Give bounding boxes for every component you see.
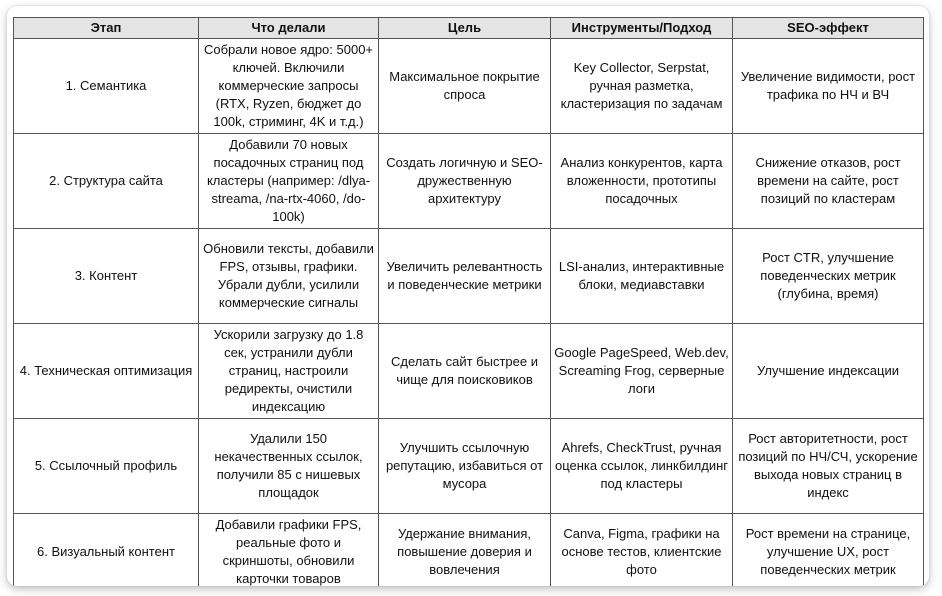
cell-tools: Ahrefs, CheckTrust, ручная оценка ссылок, линкбилдинг под кластеры [551,419,733,514]
cell-done: Добавили 70 новых посадочных страниц под кластеры (например: /dlya-streama, /na-rtx-4060, /do-100k) [199,134,379,229]
cell-tools: Canva, Figma, графики на основе тестов, клиентские фото [551,514,733,587]
cell-tools: Key Collector, Serpstat, ручная разметка, кластеризация по задачам [551,39,733,134]
cell-effect: Увеличение видимости, рост трафика по НЧ и ВЧ [733,39,924,134]
cell-done: Добавили графики FPS, реальные фото и скриншоты, обновили карточки товаров [199,514,379,587]
cell-stage: 6. Визуальный контент [14,514,199,587]
cell-stage: 2. Структура сайта [14,134,199,229]
header-effect: SEO-эффект [733,18,924,39]
cell-goal: Максимальное покрытие спроса [379,39,551,134]
table-row [14,229,924,324]
cell-tools: Анализ конкурентов, карта вложенности, прототипы посадочных [551,134,733,229]
table-row [14,134,924,229]
cell-goal: Увеличить релевантность и поведенческие метрики [379,229,551,324]
header-done: Что делали [199,18,379,39]
cell-stage: 1. Семантика [14,39,199,134]
cell-goal: Улучшить ссылочную репутацию, избавиться от мусора [379,419,551,514]
table-row [14,514,924,587]
table-row [14,324,924,419]
header-tools: Инструменты/Подход [551,18,733,39]
table-row [14,39,924,134]
cell-tools: Google PageSpeed, Web.dev, Screaming Frog, серверные логи [551,324,733,419]
cell-stage: 4. Техническая оптимизация [14,324,199,419]
cell-effect: Улучшение индексации [733,324,924,419]
cell-effect: Рост времени на странице, улучшение UX, рост поведенческих метрик [733,514,924,587]
cell-effect: Снижение отказов, рост времени на сайте, рост позиций по кластерам [733,134,924,229]
cell-done: Удалили 150 некачественных ссылок, получили 85 с нишевых площадок [199,419,379,514]
header-goal: Цель [379,18,551,39]
cell-goal: Создать логичную и SEO-дружественную архитектуру [379,134,551,229]
table-card [7,6,929,586]
cell-stage: 5. Ссылочный профиль [14,419,199,514]
cell-goal: Сделать сайт быстрее и чище для поисковиков [379,324,551,419]
cell-stage: 3. Контент [14,229,199,324]
seo-plan-table [13,17,924,586]
cell-done: Обновили тексты, добавили FPS, отзывы, графики. Убрали дубли, усилили коммерческие сигналы [199,229,379,324]
cell-effect: Рост CTR, улучшение поведенческих метрик (глубина, время) [733,229,924,324]
table-row [14,419,924,514]
cell-done: Ускорили загрузку до 1.8 сек, устранили дубли страниц, настроили редиректы, очистили индексацию [199,324,379,419]
cell-effect: Рост авторитетности, рост позиций по НЧ/СЧ, ускорение выхода новых страниц в индекс [733,419,924,514]
table-header-row [14,18,924,39]
cell-done: Собрали новое ядро: 5000+ ключей. Включили коммерческие запросы (RTX, Ryzen, бюджет до 100k, стриминг, 4K и т.д.) [199,39,379,134]
header-stage: Этап [14,18,199,39]
cell-tools: LSI-анализ, интерактивные блоки, медиавставки [551,229,733,324]
cell-goal: Удержание внимания, повышение доверия и вовлечения [379,514,551,587]
